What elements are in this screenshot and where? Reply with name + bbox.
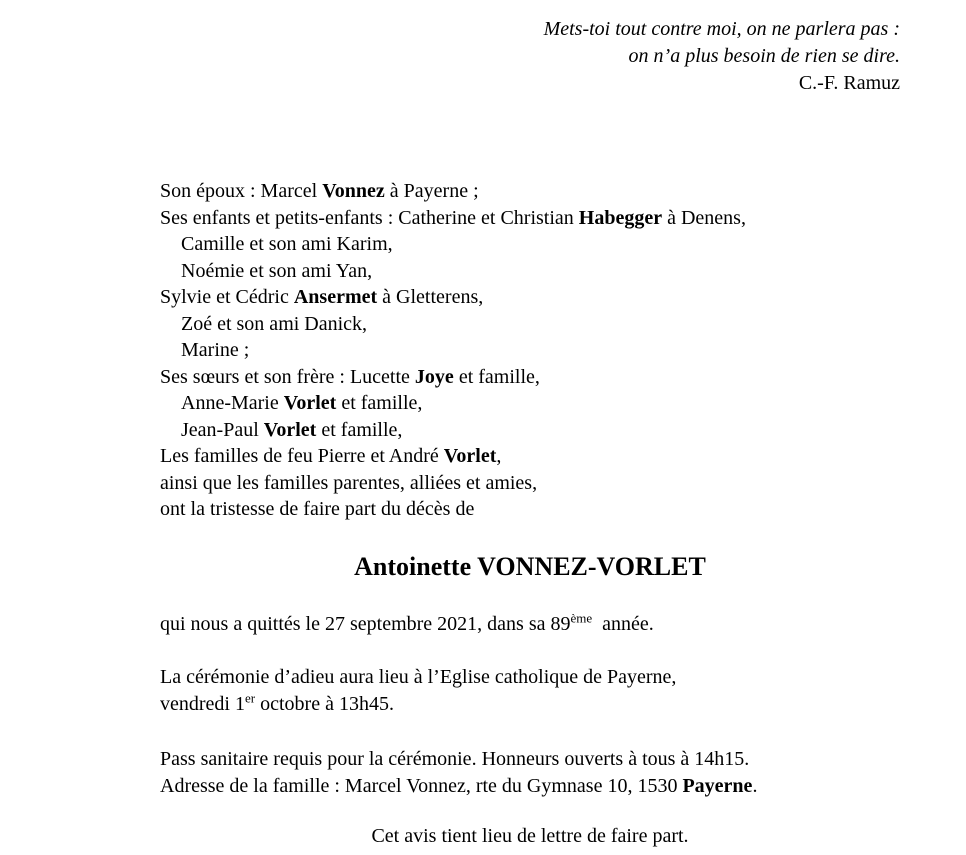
family-line <box>160 364 900 391</box>
sanitary-pass-line: Pass sanitaire requis pour la cérémonie. Honneurs ouverts à tous à 14h15. <box>160 747 750 770</box>
ceremony-line-2 <box>160 691 900 718</box>
family-line <box>160 470 900 497</box>
family-line <box>160 337 900 364</box>
death-date-line <box>160 611 900 638</box>
family-line <box>160 496 900 523</box>
family-line-text: Camille et son ami Karim, <box>181 233 393 255</box>
family-line-text-end: à Gletterens, <box>377 286 484 308</box>
family-line <box>160 231 900 258</box>
family-line <box>160 205 900 232</box>
ordinal-suffix: er <box>244 689 256 705</box>
family-line <box>160 311 900 338</box>
ceremony-date-text: vendredi 1 <box>160 692 245 715</box>
info-paragraph <box>160 746 900 800</box>
family-line-text: Ses sœurs et son frère : Lucette <box>160 365 415 388</box>
family-line <box>160 258 900 285</box>
epigraph <box>160 0 900 97</box>
family-line-text: Son époux : Marcel <box>160 180 323 202</box>
address-text-end: . <box>752 774 758 797</box>
family-surname: Joye <box>414 365 454 388</box>
family-line-text: Noémie et son ami Yan, <box>181 259 373 282</box>
family-announcement-list <box>160 178 900 523</box>
epigraph-attribution: C.-F. Ramuz <box>798 72 900 94</box>
family-line-text-end: à Payerne ; <box>384 180 479 202</box>
family-address-line <box>160 773 900 800</box>
family-line-text-end: et famille, <box>316 418 403 441</box>
family-line <box>160 284 900 311</box>
family-line-text: ont la tristesse de faire part du décès de <box>160 498 475 520</box>
family-line-text: Zoé et son ami Danick, <box>181 312 368 335</box>
family-line <box>160 178 900 205</box>
family-surname: Vorlet <box>443 445 497 467</box>
family-line-text-end: à Denens, <box>662 206 746 229</box>
epigraph-line-2: on n’a plus besoin de rien se dire. <box>628 45 900 67</box>
family-line-text-end: , <box>496 445 502 467</box>
family-surname: Ansermet <box>293 286 378 308</box>
family-line-text: Ses enfants et petits-enfants : Catherine et Christian <box>160 206 579 229</box>
content-column <box>160 0 900 850</box>
death-date-text: qui nous a quittés le 27 septembre 2021, dans sa 89 <box>160 612 571 635</box>
family-line-text-end: et famille, <box>336 392 423 414</box>
death-date-text-end: année. <box>592 612 654 635</box>
family-surname: Vonnez <box>322 180 385 202</box>
family-line-text-end: et famille, <box>453 365 540 388</box>
family-line-text: Les familles de feu Pierre et André <box>160 445 444 467</box>
address-text: Adresse de la famille : Marcel Vonnez, rte du Gymnase 10, 1530 <box>160 774 683 797</box>
family-line-text: Sylvie et Cédric <box>160 286 294 308</box>
address-city: Payerne <box>682 774 753 797</box>
epigraph-line-1: Mets-toi tout contre moi, on ne parlera pas : <box>543 18 900 40</box>
family-line-text: Jean-Paul <box>181 418 264 441</box>
deceased-name: Antoinette VONNEZ-VORLET <box>354 551 706 581</box>
family-surname: Vorlet <box>263 418 317 441</box>
family-line-text: ainsi que les familles parentes, alliées et amies, <box>160 471 538 494</box>
ceremony-paragraph <box>160 664 900 718</box>
family-line <box>160 390 900 417</box>
family-line <box>160 443 900 470</box>
family-surname: Habegger <box>578 206 663 229</box>
ceremony-time-text: octobre à 13h45. <box>255 692 394 715</box>
family-line <box>160 417 900 444</box>
ordinal-suffix: ème <box>570 609 593 625</box>
family-surname: Vorlet <box>283 392 337 414</box>
closing-line: Cet avis tient lieu de lettre de faire part. <box>371 824 689 847</box>
ceremony-line-1: La cérémonie d’adieu aura lieu à l’Eglise catholique de Payerne, <box>160 665 677 688</box>
family-line-text: Marine ; <box>181 339 250 361</box>
family-line-text: Anne-Marie <box>181 392 284 414</box>
